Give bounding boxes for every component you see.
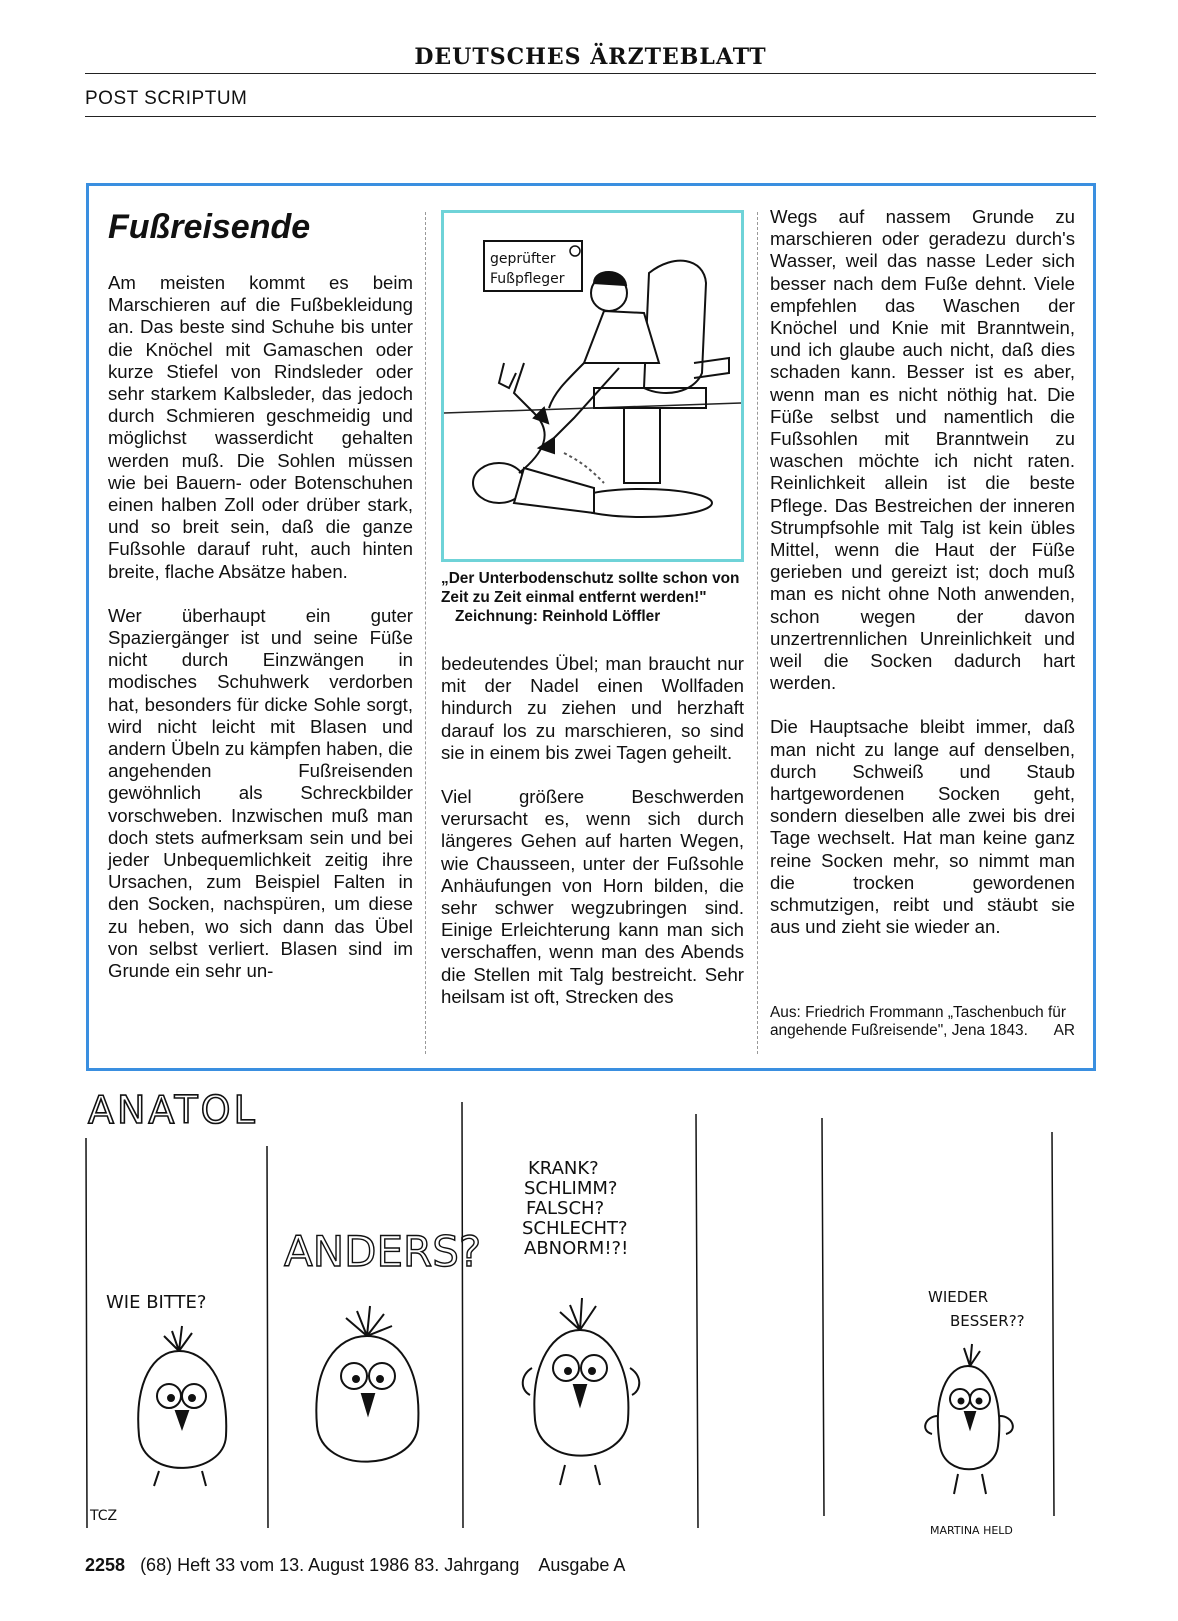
- fusspfleger-sign: [484, 241, 582, 291]
- illustration-credit: Zeichnung: Reinhold Löffler: [455, 608, 661, 625]
- author-initials: AR: [1053, 1022, 1075, 1039]
- comic-panel-3: [460, 1100, 700, 1531]
- article-paragraph: Wegs auf nassem Grunde zu marschieren oder geradezu durch's Wasser, weil das nasse Leder sich besser nach dem Fuße dehnt. Viele empfehlen das Waschen der Knöchel und Knie mit Branntwein, und ich glaube auch nicht, daß dies schaden kann. Besser ist es aber, wenn man es nicht nöthig hat. Die Füße selbst und namentlich die Fußsohlen mit Branntwein zu waschen möchte ich nicht raten. Reinlichkeit allein ist die beste Pflege. Das Bestreichen der inneren Strumpfsohle mit Talg ist kein übles Mittel, wenn die Haut der Füße gerieben und gereizt ist; doch muß man es nicht ohne Noth anwenden, schon wegen der davon unzertrennlichen Unreinlichkeit und weil die Socken dadurch hart werden.: [770, 206, 1075, 694]
- cartoon-caption: [441, 569, 746, 626]
- panel-3-line: FALSCH?: [526, 1198, 605, 1219]
- podiatrist-figure: [534, 272, 659, 453]
- comic-panel-2: [272, 1136, 482, 1531]
- article-paragraph: Die Hauptsache bleibt immer, daß man nicht zu lange auf denselben, durch Schweiß und Staub hartgewordenen Socken geht, sondern dieselben alle zwei bis drei Tage wechselt. Hat man keine ganz reine Socken mehr, so nimmt man die trocken gewordenen schmutzigen, reibt und stäubt sie aus und zieht sie wieder an.: [770, 716, 1075, 938]
- comic-strip-title: [86, 1086, 306, 1130]
- panel-4-speech-line-2: BESSER??: [950, 1312, 1025, 1330]
- issue-info: (68) Heft 33 vom 13. August 1986: [140, 1555, 410, 1575]
- article-column-1: [108, 272, 413, 1004]
- panel-4-speech-line-1: WIEDER: [928, 1288, 989, 1306]
- comic-panel-1: [84, 1136, 270, 1531]
- header-rule-top: [85, 73, 1096, 74]
- comic-title-text: ANATOL: [88, 1088, 258, 1132]
- anatol-bird-4: [925, 1344, 1013, 1494]
- source-text: Aus: Friedrich Frommann „Taschenbuch für angehende Fußreisende", Jena 1843.: [770, 1004, 1066, 1039]
- comic-panel-4: [820, 1116, 1060, 1536]
- column-separator-1: [425, 212, 426, 1054]
- panel-3-line: KRANK?: [528, 1158, 599, 1179]
- page-number: 2258: [85, 1555, 126, 1575]
- panel-3-line: ABNORM!?!: [524, 1238, 629, 1259]
- edition-info: Ausgabe A: [538, 1555, 626, 1575]
- sign-line-2: Fußpfleger: [490, 271, 565, 287]
- panel-3-line: SCHLECHT?: [522, 1218, 628, 1239]
- cartoon-drawing: [444, 213, 741, 559]
- section-label: POST SCRIPTUM: [85, 88, 248, 109]
- source-citation: [770, 1004, 1075, 1040]
- panel-3-line: SCHLIMM?: [524, 1178, 618, 1199]
- volume-info: 83. Jahrgang: [414, 1555, 520, 1575]
- panel-1-signature: TCZ: [90, 1508, 118, 1524]
- panel-4-signature: MARTINA HELD: [930, 1524, 1013, 1537]
- article-column-3: [770, 206, 1075, 961]
- header-rule-bottom: [85, 116, 1096, 117]
- caption-text: „Der Unterbodenschutz sollte schon von Zeit zu Zeit einmal entfernt werden!": [441, 570, 740, 606]
- article-title: Fußreisende: [108, 208, 311, 246]
- anatol-bird-2: [316, 1306, 418, 1462]
- article-paragraph: bedeutendes Übel; man braucht nur mit der Nadel einen Wollfaden hindurch zu ziehen und herzhaft darauf los zu marschieren, so sind sie in einem bis zwei Tagen geheilt.: [441, 653, 744, 763]
- foot-care-cartoon: [441, 210, 744, 562]
- article-paragraph: Wer überhaupt ein guter Spaziergänger ist und seine Füße nicht durch Einzwängen in modisches Schuhwerk verdorben hat, besonders für dicke Sohle sorgt, wird nicht leicht mit Blasen und andern Übeln zu kämpfen haben, die angehenden Fußreisenden gewöhnlich als Schreckbilder vorschweben. Inzwischen muß man doch stets aufmerksam sein und bei jeder Unbequemlichkeit zeitig ihre Ursachen, zum Beispiel Falten in den Socken, nachspüren, um diese zu heben, wo sich dann das Übel von selbst verliert. Blasen sind im Grunde ein sehr un-: [108, 604, 413, 982]
- anatol-bird-3: [523, 1298, 640, 1485]
- page-footer: [85, 1554, 625, 1576]
- anatol-bird-1: [138, 1326, 226, 1486]
- publication-title: DEUTSCHES ÄRZTEBLATT: [414, 44, 767, 70]
- article-paragraph: Am meisten kommt es beim Marschieren auf die Fußbekleidung an. Das beste sind Schuhe bis unter die Knöchel mit Gamaschen oder kurze Stiefel von Rindsleder oder sehr starkem Kalbsleder, das jedoch durch Schmieren geschmeidig und möglichst wasserdicht gehalten werden muß. Die Sohlen müssen wie bei Bauern- oder Botenschuhen einen halben Zoll oder drüber stark, und so breit sein, daß die ganze Fußsohle darauf ruht, auch hinten breite, flache Absätze haben.: [108, 272, 413, 582]
- patient-figure: [473, 363, 604, 513]
- column-separator-2: [757, 212, 758, 1054]
- sign-line-1: geprüfter: [490, 251, 556, 267]
- panel-2-speech: ANDERS?: [284, 1227, 482, 1276]
- panel-1-speech: WIE BITTE?: [106, 1292, 207, 1313]
- article-paragraph: Viel größere Beschwerden verursacht es, wenn sich durch längeres Gehen auf harten Wegen, wie Chausseen, unter der Fußsohle Anhäufungen von Horn bilden, die sehr schwer wegzubringen sind. Einige Erleichterung kann man sich verschaffen, wenn man des Abends die Stellen mit Talg bestreicht. Sehr heilsam ist oft, Strecken des: [441, 786, 744, 1007]
- panel-3-speech: [522, 1158, 628, 1259]
- article-column-2: [441, 653, 744, 1030]
